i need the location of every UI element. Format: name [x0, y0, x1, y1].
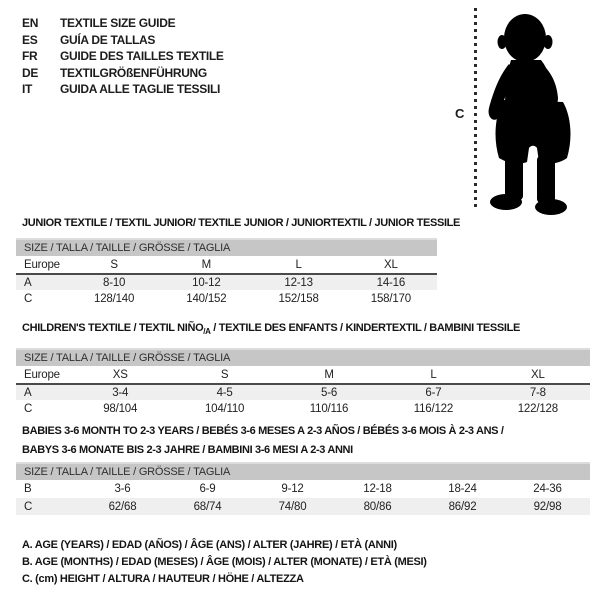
lang-row-it — [22, 81, 224, 98]
size-col: XL — [530, 368, 545, 381]
lang-row-en — [22, 15, 224, 32]
children-size-table — [16, 348, 590, 417]
table-row-b — [16, 480, 590, 498]
region-label: Europe — [24, 368, 60, 381]
row-label: C — [24, 500, 33, 513]
lang-code: IT — [22, 82, 33, 97]
value-cell: 6-7 — [425, 386, 442, 399]
baby-silhouette — [485, 8, 597, 215]
size-col: XL — [384, 258, 398, 271]
value-cell: 9-12 — [281, 483, 304, 495]
row-label: A — [24, 276, 32, 289]
value-cell: 14-16 — [376, 276, 406, 289]
value-cell: 74/80 — [278, 500, 307, 513]
lang-code: EN — [22, 16, 39, 31]
size-col: XS — [112, 368, 128, 381]
value-cell: 12-13 — [284, 276, 313, 289]
measure-legend — [22, 537, 427, 588]
table-row-a — [16, 385, 590, 400]
value-cell: 7-8 — [529, 386, 546, 399]
value-cell: 104/110 — [204, 402, 245, 415]
value-cell: 122/128 — [517, 402, 558, 415]
value-cell: 98/104 — [103, 402, 138, 415]
lang-title: GUÍA DE TALLAS — [60, 32, 156, 47]
value-cell: 140/152 — [186, 292, 227, 305]
junior-size-table — [16, 238, 437, 307]
value-cell: 86/92 — [448, 500, 477, 513]
lang-row-de — [22, 65, 224, 82]
value-cell: 158/170 — [370, 292, 411, 305]
row-label: C — [24, 292, 33, 305]
table-row-c — [16, 290, 437, 307]
lang-title: TEXTILGRÖßENFÜHRUNG — [60, 65, 207, 80]
section-title-babies-line1: BABIES 3-6 MONTH TO 2-3 YEARS / BEBÉS 3-6 MESES A 2-3 AÑOS / BÉBÉS 3-6 MOIS À 2-3 ANS / — [22, 425, 504, 437]
lang-row-es — [22, 32, 224, 49]
lang-code: FR — [22, 49, 38, 64]
section-title-children: CHILDREN'S TEXTILE / TEXTIL $NIÑO_{/A}$ / TEXTILE DES ENFANTS / KINDERTEXTIL / BAMBINI TESSILE — [22, 322, 520, 337]
table-columns-row — [16, 366, 590, 383]
legend-line-b: B. AGE (MONTHS) / EDAD (MESES) / ÂGE (MOIS) / ALTER (MONATE) / ETÀ (MESI) — [22, 556, 427, 568]
value-cell: 62/68 — [108, 500, 137, 513]
value-cell: 128/140 — [94, 292, 135, 305]
lang-title: GUIDE DES TAILLES TEXTILE — [60, 49, 224, 64]
section-title-babies-line2: BABYS 3-6 MONATE BIS 2-3 JAHRE / BAMBINI 3-6 MESI A 2-3 ANNI — [22, 444, 353, 456]
table-row-c — [16, 400, 590, 417]
value-cell: 3-4 — [112, 386, 129, 399]
value-cell: 116/122 — [413, 402, 454, 415]
size-col: S — [220, 368, 229, 381]
size-col: L — [295, 258, 302, 271]
size-col: M — [201, 258, 212, 271]
title-subscript: /A — [203, 327, 211, 337]
lang-row-fr — [22, 48, 224, 65]
measure-label-c: C — [455, 106, 465, 121]
value-cell: 5-6 — [321, 386, 338, 399]
value-cell: 152/158 — [278, 292, 319, 305]
lang-title: GUIDA ALLE TAGLIE TESSILI — [60, 82, 221, 97]
table-row-a — [16, 275, 437, 290]
table-columns-row — [16, 256, 437, 273]
region-label: Europe — [24, 258, 60, 271]
size-bar-header: SIZE / TALLA / TAILLE / GRÖSSE / TAGLIA — [16, 348, 590, 366]
value-cell: 12-18 — [363, 483, 392, 495]
value-cell: 8-10 — [103, 276, 126, 289]
value-cell: 110/116 — [309, 402, 349, 415]
lang-code: DE — [22, 65, 39, 80]
table-row-c — [16, 498, 590, 515]
value-cell: 24-36 — [533, 483, 562, 495]
row-label: B — [24, 483, 32, 495]
value-cell: 80/86 — [363, 500, 392, 513]
size-col: L — [430, 368, 437, 381]
babies-size-table — [16, 462, 590, 515]
row-label: A — [24, 386, 32, 399]
size-bar-header: SIZE / TALLA / TAILLE / GRÖSSE / TAGLIA — [16, 238, 437, 256]
size-col: M — [324, 368, 334, 381]
value-cell: 6-9 — [199, 483, 216, 495]
lang-code: ES — [22, 32, 38, 47]
legend-line-a: A. AGE (YEARS) / EDAD (AÑOS) / ÂGE (ANS) / ALTER (JAHRE) / ETÀ (ANNI) — [22, 539, 397, 551]
value-cell: 10-12 — [192, 276, 221, 289]
value-cell: 18-24 — [448, 483, 477, 495]
language-title-list — [22, 15, 224, 98]
section-title-junior: JUNIOR TEXTILE / TEXTIL JUNIOR/ TEXTILE JUNIOR / JUNIORTEXTIL / JUNIOR TESSILE — [22, 217, 461, 229]
value-cell: 68/74 — [193, 500, 222, 513]
legend-line-c: C. (cm) HEIGHT / ALTURA / HAUTEUR / HÖHE / ALTEZZA — [22, 573, 304, 585]
value-cell: 3-6 — [114, 483, 131, 495]
row-label: C — [24, 402, 33, 415]
value-cell: 4-5 — [216, 386, 233, 399]
height-measure-dotted-line — [474, 8, 477, 210]
size-bar-header: SIZE / TALLA / TAILLE / GRÖSSE / TAGLIA — [16, 462, 590, 480]
lang-title: TEXTILE SIZE GUIDE — [60, 16, 176, 31]
value-cell: 92/98 — [533, 500, 562, 513]
size-col: S — [110, 258, 118, 271]
